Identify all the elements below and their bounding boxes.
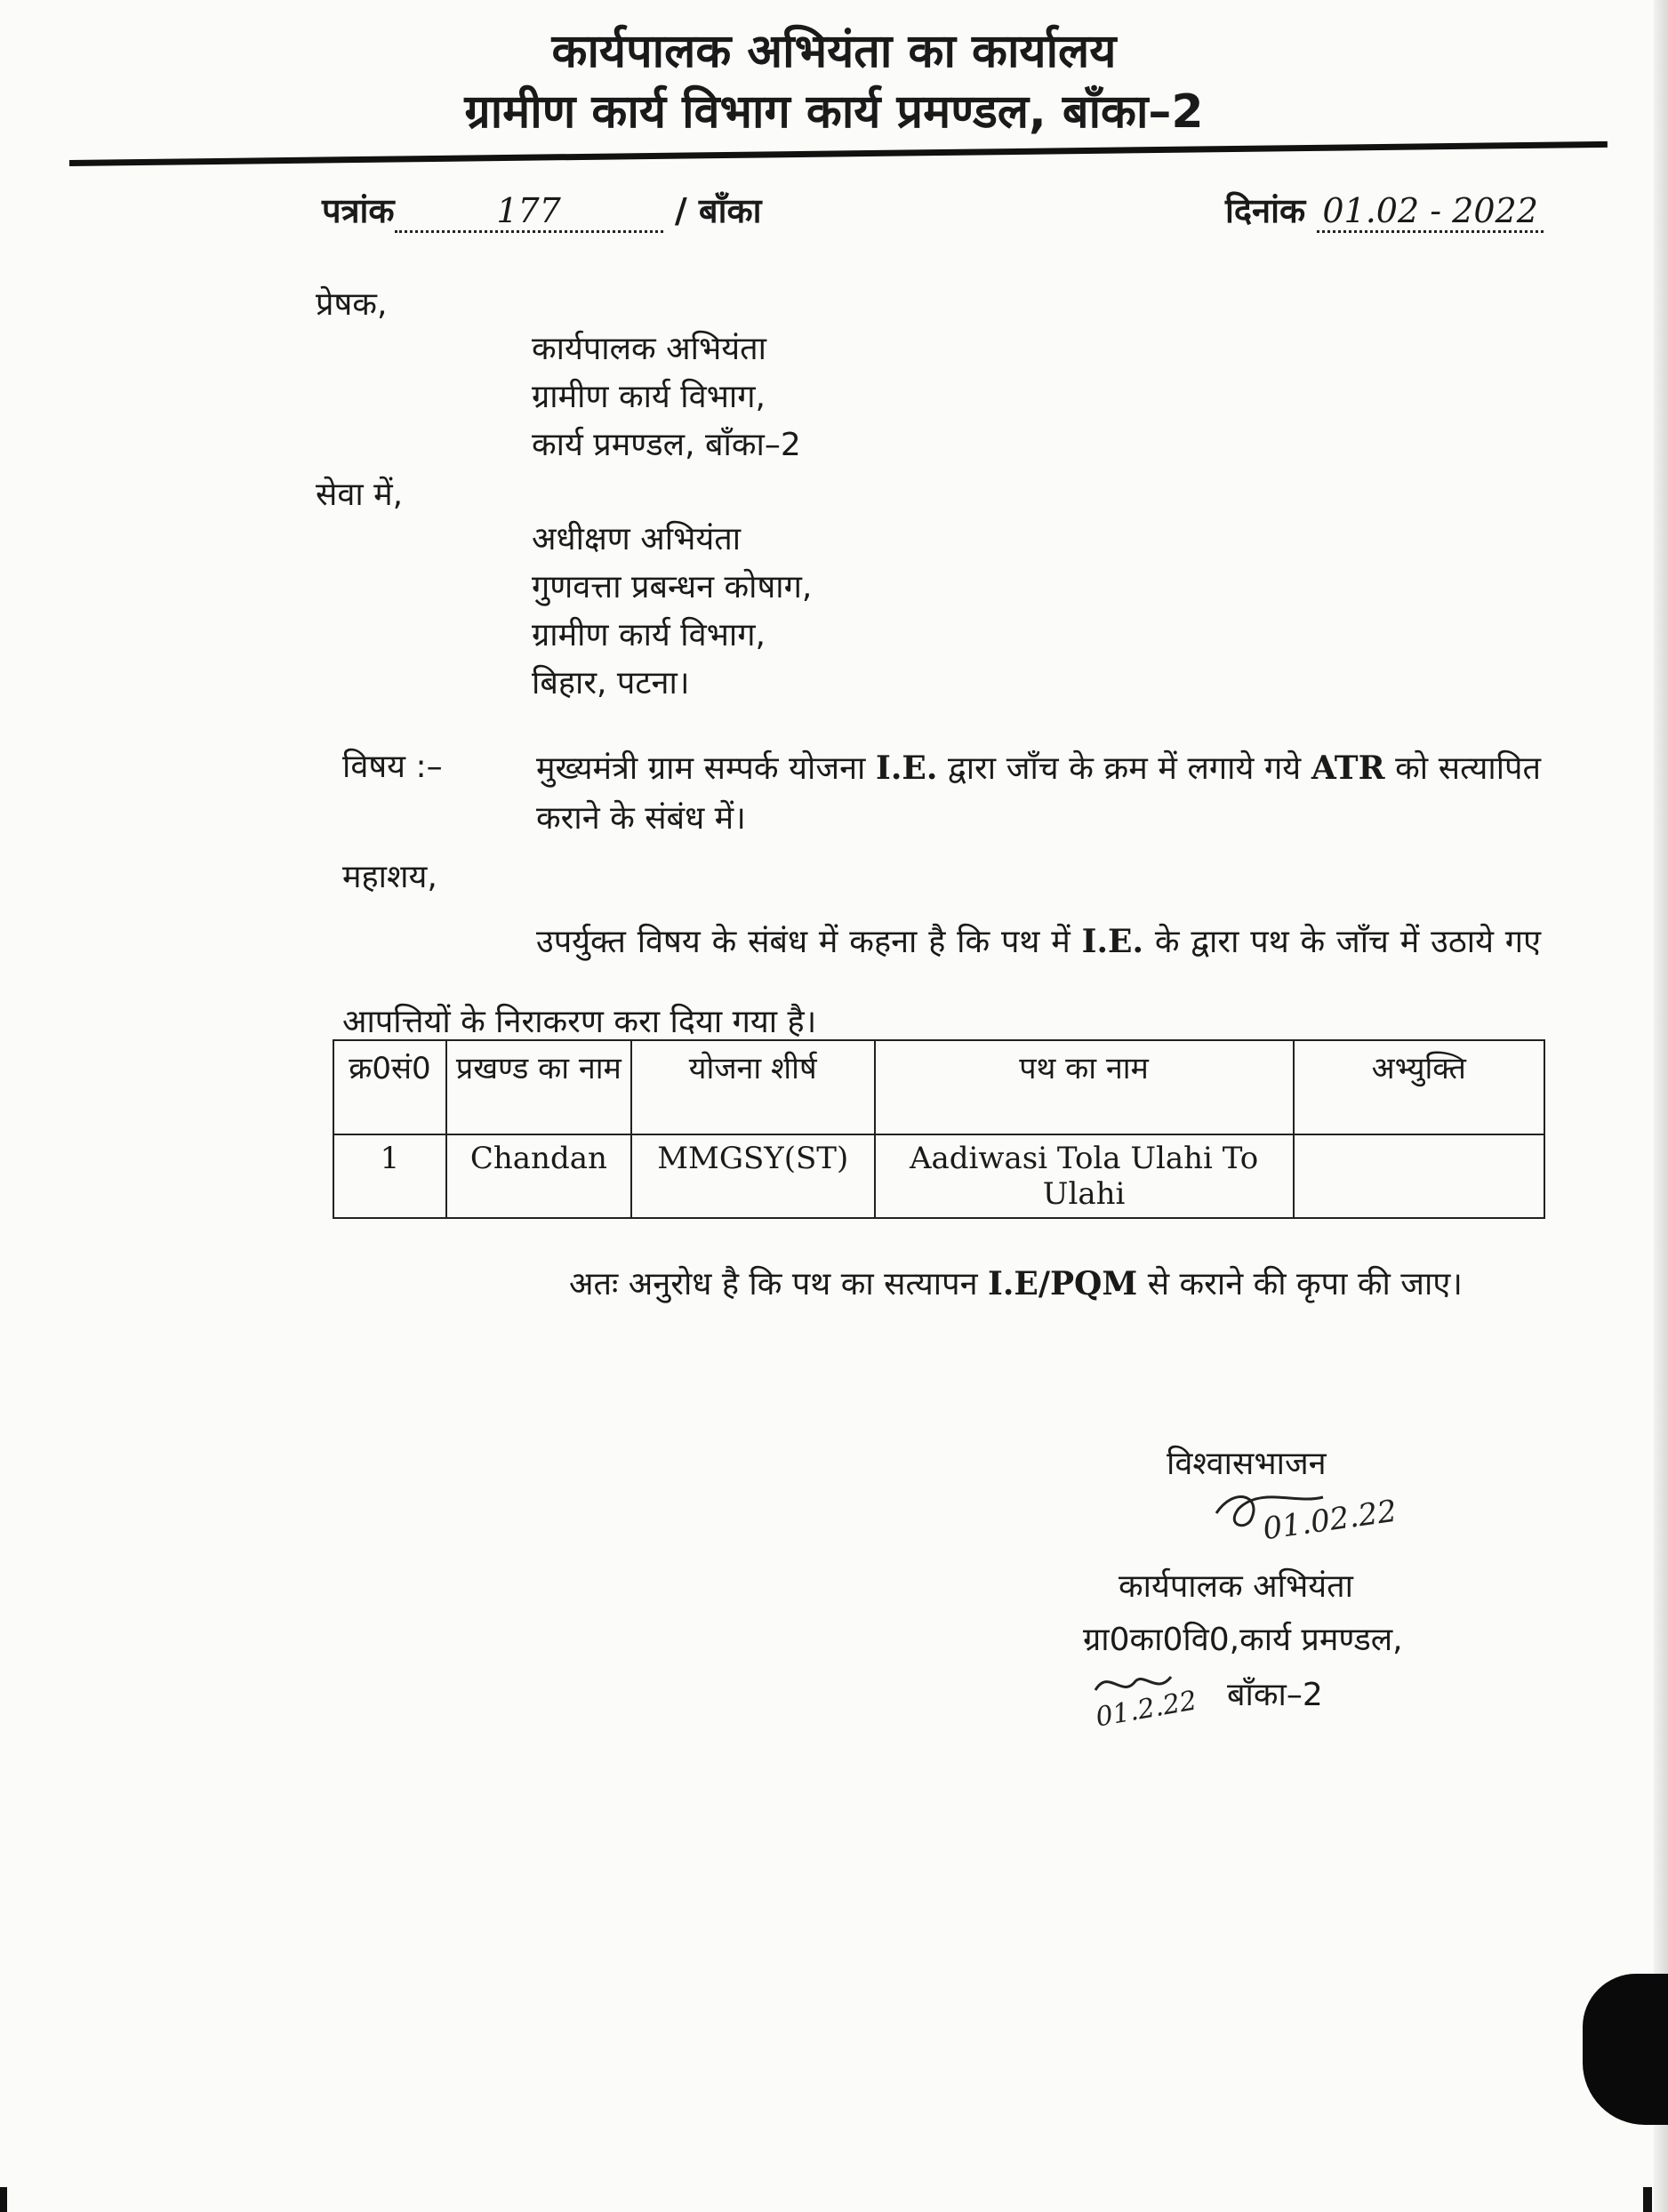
para2-part: से कराने की कृपा की जाए। [1147,1266,1463,1302]
ref-label: पत्रांक [322,191,395,230]
col-header-block: प्रखण्ड का नाम [446,1040,631,1134]
subject-part: मुख्यमंत्री ग्राम सम्पर्क योजना [536,750,866,787]
para1-ie: I.E. [1081,923,1143,960]
date-label: दिनांक [1225,191,1306,230]
recipient-address [532,516,812,708]
recipient-line: ग्रामीण कार्य विभाग, [532,617,766,653]
body-paragraph-2 [342,1239,1532,1329]
header-divider [69,141,1608,166]
cell-road: Aadiwasi Tola Ulahi To Ulahi [875,1134,1294,1218]
recipient-line: बिहार, पटना। [532,665,690,701]
sender-line: कार्यपालक अभियंता [532,331,766,367]
office-title: कार्यपालक अभियंता का कार्यालय [551,25,1117,78]
sender-label: प्रेषक, [316,286,388,323]
subject-part: द्वारा जाँच के क्रम में लगाये गये [948,750,1302,787]
signer-office: ग्रा0का0वि0,कार्य प्रमण्डल, [1083,1622,1403,1658]
col-header-road: पथ का नाम [875,1040,1294,1134]
road-details-table [333,1039,1545,1219]
scan-shadow [1583,1974,1668,2125]
scan-mark [1643,2187,1652,2212]
letter-date [1225,187,1544,233]
signature-date: 01.02.22 [1260,1493,1399,1548]
body-paragraph-1 [342,902,1541,1062]
date-value: 01.02 - 2022 [1317,191,1544,233]
initials-date: 01.2.22 [1093,1685,1199,1734]
sender-line: ग्रामीण कार्य विभाग, [532,379,766,415]
subject-ie: I.E. [876,749,938,787]
recipient-line: गुणवत्ता प्रबन्धन कोषाग, [532,569,813,605]
col-header-serial: क्र0सं0 [333,1040,446,1134]
signer-designation: कार्यपालक अभियंता [1119,1568,1353,1605]
ref-suffix: / बाँका [674,191,762,230]
sender-line: कार्य प्रमण्डल, बाँका–2 [532,427,801,463]
ref-number: 177 [395,191,663,233]
recipient-line: अधीक्षण अभियंता [532,521,742,557]
para1-part: के द्वारा पथ के जाँच में उठाये गए आपत्तियों के निराकरण करा दिया गया है। [342,924,1541,1040]
subject-atr: ATR [1311,749,1385,787]
para2-part: अतः अनुरोध है कि पथ का सत्यापन [569,1266,978,1302]
closing: विश्वासभाजन [1167,1446,1327,1482]
cell-block: Chandan [446,1134,631,1218]
col-header-scheme: योजना शीर्ष [631,1040,875,1134]
recipient-label: सेवा में, [316,477,404,513]
department-title: ग्रामीण कार्य विभाग कार्य प्रमण्डल, बाँका–2 [464,85,1204,139]
cell-serial: 1 [333,1134,446,1218]
scan-mark [0,2187,7,2212]
col-header-remark: अभ्युक्ति [1294,1040,1544,1134]
cell-scheme: MMGSY(ST) [631,1134,875,1218]
subject-label: विषय :– [342,749,443,785]
signer-place: बाँका–2 [1227,1677,1323,1713]
table-header-row [333,1040,1544,1134]
table-row [333,1134,1544,1218]
para1-part: उपर्युक्त विषय के संबंध में कहना है कि पथ में [536,924,1071,960]
cell-remark [1294,1134,1544,1218]
sender-address [532,325,801,469]
salutation: महाशय, [342,859,437,895]
subject-text [536,743,1541,844]
page-edge-shadow [1654,0,1668,2212]
subject-part: को सत्यापित कराने के संबंध में। [536,750,1541,837]
para2-iepqm: I.E/PQM [988,1265,1138,1302]
letter-reference [322,187,762,233]
